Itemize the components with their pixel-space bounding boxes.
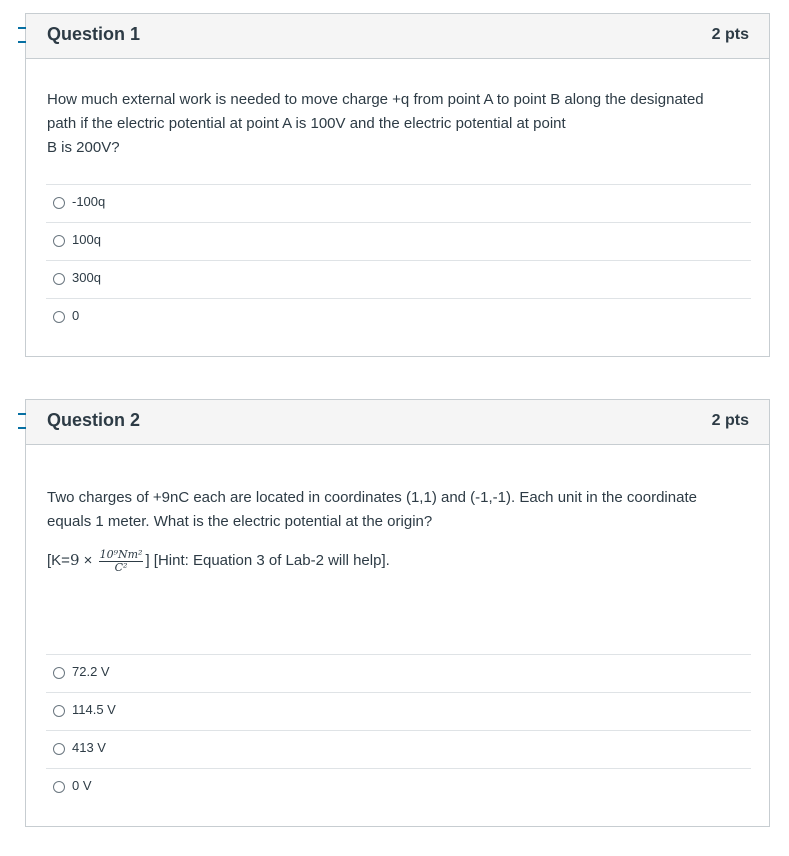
radio-button[interactable] — [53, 743, 65, 755]
question-2-answers — [46, 654, 751, 806]
radio-button[interactable] — [53, 197, 65, 209]
question-2-text: Two charges of +9nC each are located in coordinates (1,1) and (-1,-1). Each unit in the coordinate equals 1 meter. What is the electric potential at the origin? — [47, 489, 697, 530]
answer-label: 0 V — [72, 778, 92, 793]
answer-option[interactable] — [46, 298, 751, 336]
answer-label: 114.5 V — [72, 702, 116, 717]
answer-option[interactable] — [46, 768, 751, 806]
question-2-title: Question 2 — [47, 410, 141, 430]
answer-option[interactable] — [46, 222, 751, 260]
radio-button[interactable] — [53, 705, 65, 717]
radio-button[interactable] — [53, 781, 65, 793]
question-1-text: How much external work is needed to move charge +q from point A to point B along the designated path if the electric potential at point A is 100V and the electric potential at point B is 200V? — [47, 91, 704, 156]
question-2-formula: [K=9 × $\frac{\text{10⁹Nm²}}{\text{C²}}$ ] [Hint: Equation 3 of Lab-2 will help]. — [47, 547, 390, 574]
radio-button[interactable] — [53, 667, 65, 679]
answer-label: 413 V — [72, 740, 106, 755]
answer-option[interactable] — [46, 730, 751, 768]
radio-button[interactable] — [53, 235, 65, 247]
question-1-points: 2 pts — [711, 26, 749, 43]
question-2-card — [25, 399, 770, 827]
radio-button[interactable] — [53, 273, 65, 285]
answer-option[interactable] — [46, 184, 751, 222]
radio-button[interactable] — [53, 311, 65, 323]
answer-label: -100q — [72, 194, 106, 209]
answer-option[interactable] — [46, 654, 751, 692]
question-1-header — [26, 14, 769, 59]
question-2-points: 2 pts — [711, 412, 749, 429]
question-2-header — [26, 400, 769, 445]
answer-label: 300q — [72, 270, 101, 285]
answer-option[interactable] — [46, 692, 751, 730]
answer-label: 0 — [72, 308, 80, 323]
constant-fraction: $\frac{\text{10⁹Nm²}}{\text{C²}}$ — [99, 547, 143, 574]
answer-label: 72.2 V — [72, 664, 110, 679]
answer-option[interactable] — [46, 260, 751, 298]
question-1-title: Question 1 — [47, 24, 141, 44]
question-1-card — [25, 13, 770, 357]
question-1-answers — [46, 184, 751, 336]
answer-label: 100q — [72, 232, 101, 247]
